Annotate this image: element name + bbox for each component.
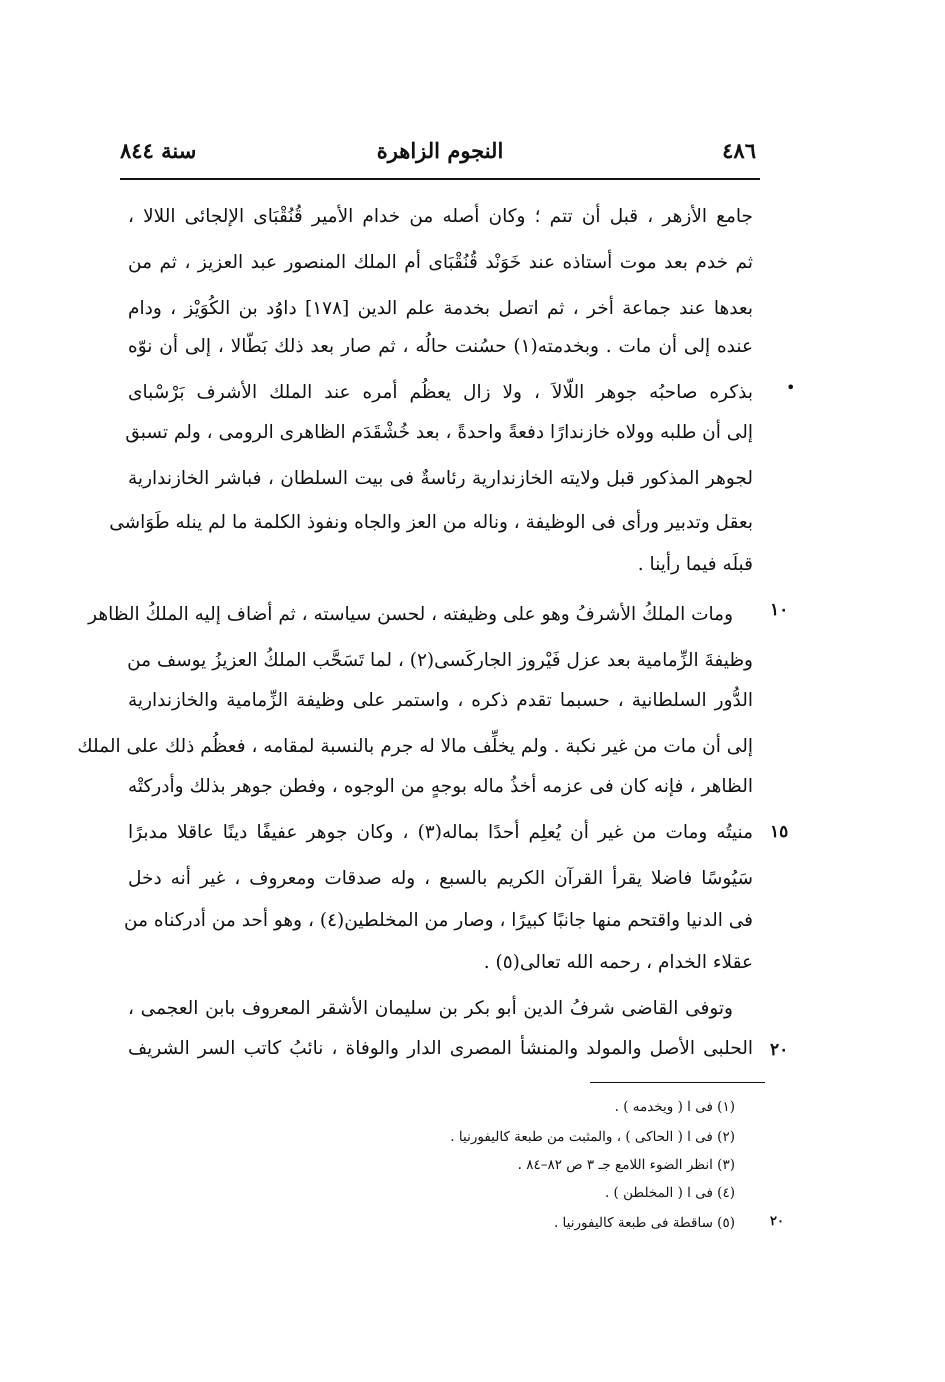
text-line: ثم خدم بعد موت أستاذه عند خَوَنْد قُنُقْبَاى أم الملك المنصور عبد العزيز ، ثم من bbox=[128, 252, 753, 273]
page-number: ٤٨٦ bbox=[722, 138, 756, 163]
line-number-20: ٢٠ bbox=[770, 1040, 789, 1060]
paragraph-start-line: ومات الملكُ الأشرفُ وهو على وظيفته ، لحسن سياسته ، ثم أضاف إليه الملكُ الظاهر bbox=[88, 604, 733, 625]
footnote: (٥) ساقطة فى طبعة كاليفورنيا . bbox=[553, 1215, 735, 1231]
text-line: وظيفةَ الزِّمامية بعد عزل فَيْروز الجاركَسى(٢) ، لما تَسَحَّب الملكُ العزيزُ يوسف من bbox=[127, 650, 753, 671]
year-label: سنة ٨٤٤ bbox=[120, 138, 197, 163]
footnote: (٢) فى ا ( الحاكى ) ، والمثبت من طبعة كاليفورنيا . bbox=[450, 1129, 735, 1145]
text-line: سَيُوسًا فاضلا يقرأ القرآن الكريم بالسبع ، وله صدقات ومعروف ، غير أنه دخل bbox=[128, 868, 753, 889]
text-line: إلى أن طلبه وولاه خازندارًا دفعةً واحدةً ، بعد خُشْقَدَم الظاهرى الرومى ، ولم تسبق bbox=[125, 422, 753, 443]
text-line: الدُّور السلطانية ، حسبما تقدم ذكره ، واستمر على وظيفة الزِّمامية والخازندارية bbox=[128, 690, 753, 711]
margin-bullet: • bbox=[786, 378, 796, 397]
text-line: بعقل وتدبير ورأى فى الوظيفة ، وناله من العز والجاه ونفوذ الكلمة ما لم ينله طَوَاشى bbox=[109, 512, 753, 533]
text-line: لجوهر المذكور قبل ولايته الخازندارية رئاسةٌ فى بيت السلطان ، فباشر الخازندارية bbox=[128, 468, 753, 489]
header-rule bbox=[120, 178, 760, 180]
text-line: منيتُه ومات من غير أن يُعلِم أحدًا بماله(٣) ، وكان جوهر عفيفًا دينًا عاقلا مدبرًا bbox=[128, 822, 754, 843]
footnote-line-number: ٢٠ bbox=[770, 1214, 784, 1229]
text-line: جامع الأزهر ، قبل أن تتم ؛ وكان أصله من خدام الأمير قُنُقْبَاى الإلجائى اللالا ، bbox=[128, 206, 753, 227]
text-line: إلى أن مات من غير نكبة . ولم يخلِّف مالا له جرم بالنسبة لمقامه ، فعظُم ذلك على الملك bbox=[77, 736, 753, 757]
paragraph-start-line: وتوفى القاضى شرفُ الدين أبو بكر بن سليمان الأشقر المعروف بابن العجمى ، bbox=[128, 998, 733, 1019]
footnote: (٣) انظر الضوء اللامع جـ ٣ ص ٨٢–٨٤ . bbox=[517, 1157, 735, 1173]
text-line: فى الدنيا واقتحم منها جانبًا كبيرًا ، وصار من المخلطين(٤) ، وهو أحد من أدركناه من bbox=[124, 910, 753, 931]
line-number-10: ١٠ bbox=[770, 600, 789, 620]
text-line: عنده إلى أن مات . وبخدمته(١) حسُنت حالُه ، ثم صار بعد ذلك بَطّالا ، إلى أن نوّه bbox=[128, 336, 753, 357]
footnote: (١) فى ا ( ويخدمه ) . bbox=[614, 1099, 735, 1115]
text-line: قبلَه فيما رأينا . bbox=[637, 554, 753, 575]
book-title: النجوم الزاهرة bbox=[376, 138, 504, 163]
text-line: الظاهر ، فإنه كان فى عزمه أخذُ ماله بوجهٍ من الوجوه ، وفطن جوهر بذلك وأدركتْه bbox=[128, 776, 753, 797]
text-line: بذكره صاحبُه جوهر اللّالاَ ، ولا زال يعظُم أمره عند الملك الأشرف بَرْسْباى bbox=[128, 382, 753, 403]
line-number-15: ١٥ bbox=[770, 822, 789, 842]
text-line: الحلبى الأصل والمولد والمنشأ المصرى الدار والوفاة ، نائبُ كاتب السر الشريف bbox=[128, 1038, 753, 1059]
text-line: بعدها عند جماعة أخر ، ثم اتصل بخدمة علم الدين [١٧٨] داوُد بن الكُوَيْز ، ودام bbox=[128, 298, 754, 319]
text-line: عقلاء الخدام ، رحمه الله تعالى(٥) . bbox=[483, 952, 753, 973]
footnote-rule bbox=[590, 1082, 765, 1083]
footnote: (٤) فى ا ( المخلطن ) . bbox=[604, 1185, 735, 1201]
running-header bbox=[120, 138, 760, 172]
